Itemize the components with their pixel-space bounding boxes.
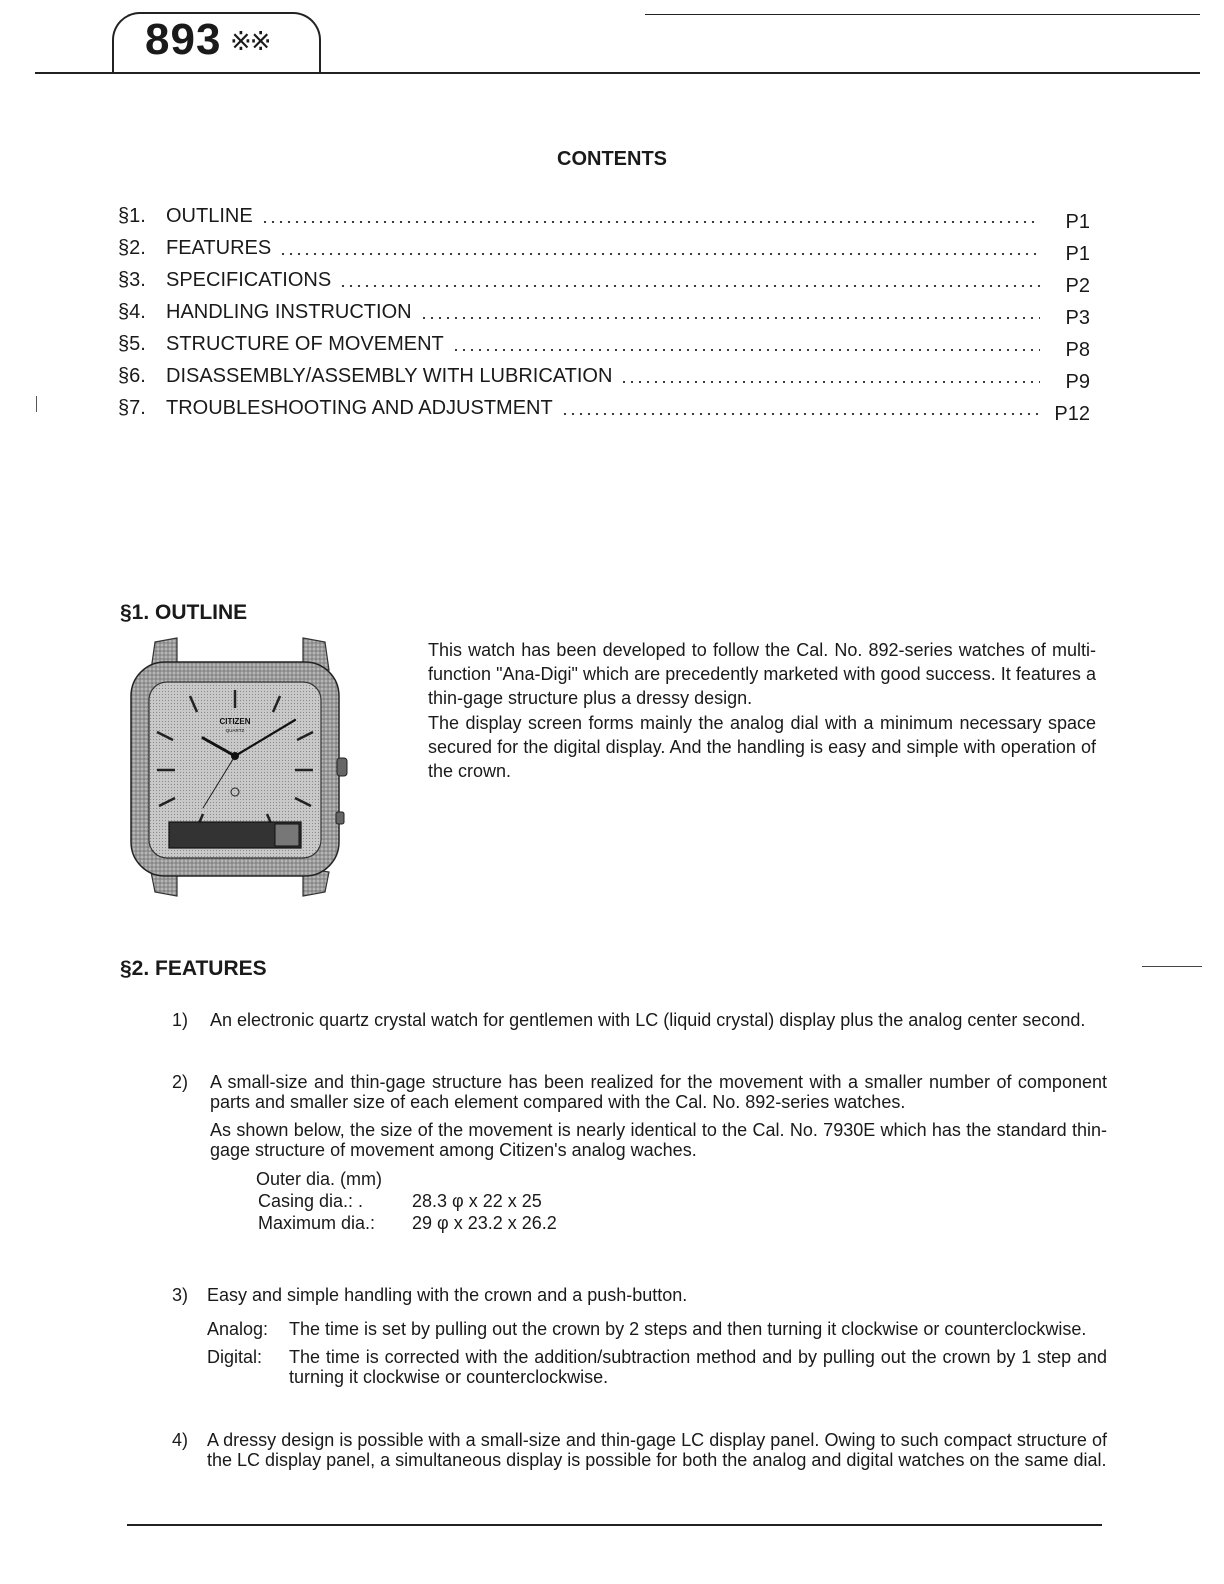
feature-text: An electronic quartz crystal watch for gentlemen with LC (liquid crystal) display plus the analog center second. xyxy=(210,1010,1086,1030)
feature-number: 3) xyxy=(172,1285,189,1305)
toc-leader xyxy=(279,253,1040,255)
dimension-row xyxy=(256,1190,1107,1212)
feature-text: Easy and simple handling with the crown and a push-button. xyxy=(207,1285,688,1305)
dimension-value: 29 φ x 23.2 x 26.2 xyxy=(412,1213,557,1233)
toc-page: P3 xyxy=(1065,307,1090,329)
toc-row[interactable] xyxy=(118,324,1090,361)
outline-paragraph: This watch has been developed to follow the Cal. No. 892-series watches of multi-function "Ana-Digi" which are precedently marketed with good success. It features a thin-gage structure plus a dressy design. xyxy=(428,640,1096,709)
toc-row[interactable] xyxy=(118,228,1090,265)
margin-dash xyxy=(1142,966,1202,967)
toc-section: §6. xyxy=(118,365,146,387)
mode-label: Digital: xyxy=(207,1347,263,1367)
feature-number: 2) xyxy=(172,1072,189,1092)
margin-mark xyxy=(36,396,37,412)
toc-section: §1. xyxy=(118,205,146,227)
toc-label: FEATURES xyxy=(166,237,272,259)
feature-item xyxy=(172,1072,1107,1234)
toc-leader xyxy=(620,381,1040,383)
feature-text: As shown below, the size of the movement is nearly identical to the Cal. No. 7930E which has the standard thin-gage structure of movement among Citizen's analog waches. xyxy=(210,1120,1107,1160)
toc-page: P2 xyxy=(1065,275,1090,297)
outline-body xyxy=(428,638,1096,783)
toc-leader xyxy=(339,285,1040,287)
toc-leader xyxy=(420,317,1040,319)
toc-page: P1 xyxy=(1065,243,1090,265)
toc-section: §5. xyxy=(118,333,146,355)
feature-item xyxy=(172,1010,1107,1030)
toc-page: P1 xyxy=(1065,211,1090,233)
dimensions-block xyxy=(256,1168,1107,1234)
toc-label: HANDLING INSTRUCTION xyxy=(166,301,412,323)
outline-paragraph: The display screen forms mainly the analog dial with a minimum necessary space secured for the digital display. And the handling is easy and simple with operation of the crown. xyxy=(428,712,1096,782)
outline-heading: §1. OUTLINE xyxy=(120,601,248,624)
mode-text: The time is set by pulling out the crown by 2 steps and then turning it clockwise or counterclockwise. xyxy=(289,1319,1087,1339)
watch-illustration xyxy=(125,636,355,898)
dial-brand: CITIZEN xyxy=(219,717,251,726)
mode-text: The time is corrected with the addition/subtraction method and by pulling out the crown by 1 step and turning it clockwise or counterclockwise. xyxy=(289,1347,1107,1387)
mode-row xyxy=(207,1319,1107,1339)
dimension-label: Maximum dia.: xyxy=(258,1213,376,1233)
dimension-label: Casing dia.: . xyxy=(258,1191,364,1211)
feature-text: A small-size and thin-gage structure has been realized for the movement with a smaller number of component parts and smaller size of each element compared with the Cal. No. 892-series watches. xyxy=(210,1072,1107,1112)
toc-row[interactable] xyxy=(118,388,1090,425)
mode-label: Analog: xyxy=(207,1319,269,1339)
toc-row[interactable] xyxy=(118,356,1090,393)
toc-section: §4. xyxy=(118,301,146,323)
contents-title: CONTENTS xyxy=(557,148,667,170)
dimension-row xyxy=(256,1212,1107,1234)
toc-page: P12 xyxy=(1054,403,1090,425)
toc-leader xyxy=(261,221,1040,223)
dimensions-title: Outer dia. (mm) xyxy=(256,1169,383,1189)
toc-section: §3. xyxy=(118,269,146,291)
feature-number: 4) xyxy=(172,1430,189,1450)
toc-page: P8 xyxy=(1065,339,1090,361)
toc-row[interactable] xyxy=(118,292,1090,329)
features-heading: §2. FEATURES xyxy=(120,957,267,980)
toc-section: §7. xyxy=(118,397,146,419)
model-number: 893 xyxy=(145,15,222,64)
feature-item xyxy=(172,1430,1107,1470)
toc-label: STRUCTURE OF MOVEMENT xyxy=(166,333,444,355)
feature-item xyxy=(172,1285,1107,1387)
toc-section: §2. xyxy=(118,237,146,259)
mode-row xyxy=(207,1347,1107,1387)
feature-number: 1) xyxy=(172,1010,189,1030)
dimension-value: 28.3 φ x 22 x 25 xyxy=(412,1191,542,1211)
toc-row[interactable] xyxy=(118,196,1090,233)
toc-label: DISASSEMBLY/ASSEMBLY WITH LUBRICATION xyxy=(166,365,613,387)
footer-rule xyxy=(127,1524,1102,1526)
toc-label: OUTLINE xyxy=(166,205,253,227)
model-suffix: ※※ xyxy=(230,26,270,56)
toc-leader xyxy=(561,413,1040,415)
header-top-rule xyxy=(645,14,1200,15)
toc-label: TROUBLESHOOTING AND ADJUSTMENT xyxy=(166,397,553,419)
dial-subbrand: QUARTZ xyxy=(225,728,245,733)
toc-leader xyxy=(452,349,1040,351)
toc-row[interactable] xyxy=(118,260,1090,297)
feature-text: A dressy design is possible with a small-size and thin-gage LC display panel. Owing to such compact structure of the LC display panel, a simultaneous display is possible for both the analog and digital watches on the same dial. xyxy=(207,1430,1107,1470)
toc-label: SPECIFICATIONS xyxy=(166,269,332,291)
header-rule xyxy=(35,72,1200,74)
toc-page: P9 xyxy=(1065,371,1090,393)
